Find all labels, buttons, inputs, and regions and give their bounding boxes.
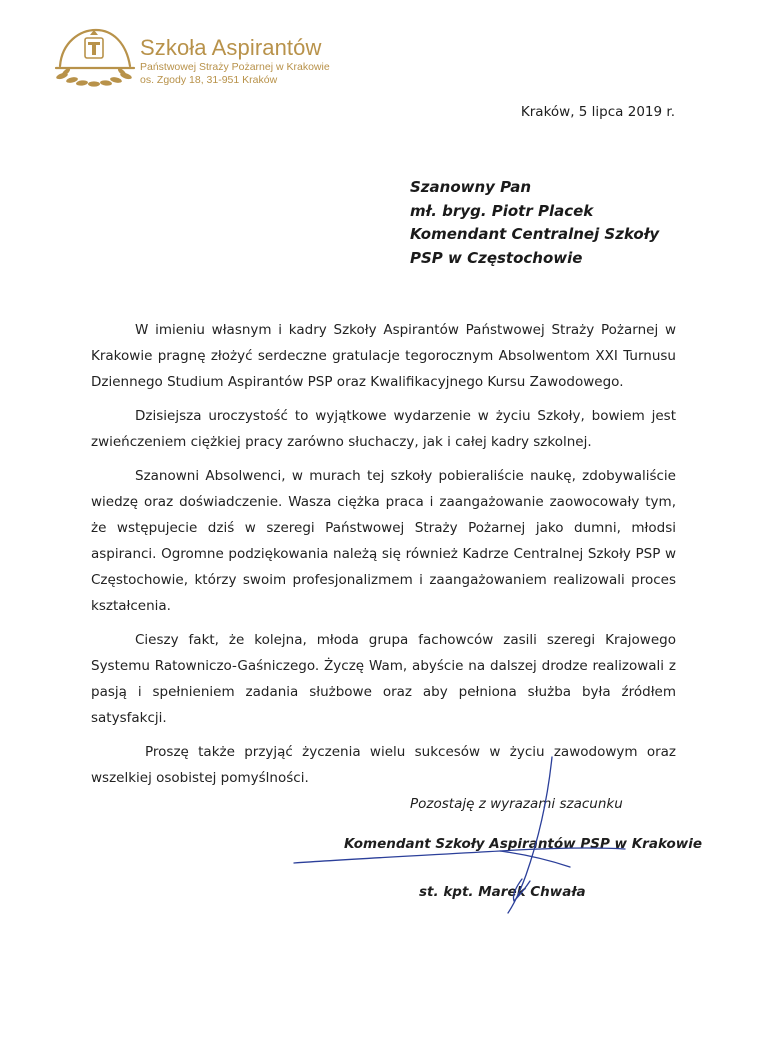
body-paragraph-2: Dzisiejsza uroczystość to wyjątkowe wydarzenie w życiu Szkoły, bowiem jest zwieńczeniem ciężkiej pracy zarówno słuchaczy, jak i całej kadry szkolnej.: [91, 408, 676, 450]
body-paragraph-1: W imieniu własnym i kadry Szkoły Aspirantów Państwowej Straży Pożarnej w Krakowie pragnę złożyć serdeczne gratulacje tegorocznym Absolwentom XXI Turnusu Dziennego Studium Aspirantów PSP oraz Kwalifikacyjnego Kursu Zawodowego.: [91, 322, 676, 390]
addressee-salutation: Szanowny Pan: [410, 178, 532, 196]
signatory-name: st. kpt. Marek Chwała: [419, 884, 586, 900]
body-paragraph-4: Cieszy fakt, że kolejna, młoda grupa fachowców zasili szeregi Krajowego Systemu Ratowniczo-Gaśniczego. Życzę Wam, abyście na dalszej drodze realizowali z pasją i spełnieniem zadania służbowe oraz aby pełniona służba była źródłem satysfakcji.: [91, 632, 676, 726]
addressee-institution: PSP w Częstochowie: [410, 248, 583, 267]
body-paragraph-3: Szanowni Absolwenci, w murach tej szkoły pobieraliście naukę, zdobywaliście wiedzę oraz doświadczenie. Wasza ciężka praca i zaangażowanie zaowocowały tym, że wstępujecie dziś w szeregi Państwowej Straży Pożarnej jako dumni, młodsi aspiranci. Ogromne podziękowania należą się również Kadrze Centralnej Szkoły PSP w Częstochowie, którzy swoim profesjonalizmem i zaangażowaniem realizowali proces kształcenia.: [91, 468, 676, 614]
organization-name: Szkoła Aspirantów: [140, 35, 322, 60]
signatory-title: Komendant Szkoły Aspirantów PSP w Krakowie: [344, 836, 702, 852]
body-paragraph-5: Proszę także przyjąć życzenia wielu sukcesów w życiu zawodowym oraz wszelkiej osobistej pomyślności.: [91, 744, 676, 786]
letter-date: Kraków, 5 lipca 2019 r.: [520, 104, 675, 120]
organization-subtitle: Państwowej Straży Pożarnej w Krakowie: [140, 61, 330, 73]
addressee-block: [410, 176, 659, 270]
organization-address: os. Zgody 18, 31-951 Kraków: [140, 74, 278, 86]
fire-helmet-laurel-emblem-icon: [50, 20, 136, 90]
closing-phrase: Pozostaję z wyrazami szacunku: [410, 796, 623, 812]
letter-body: [91, 317, 676, 799]
addressee-name: mł. bryg. Piotr Placek: [410, 201, 594, 220]
addressee-position: Komendant Centralnej Szkoły: [410, 225, 660, 243]
